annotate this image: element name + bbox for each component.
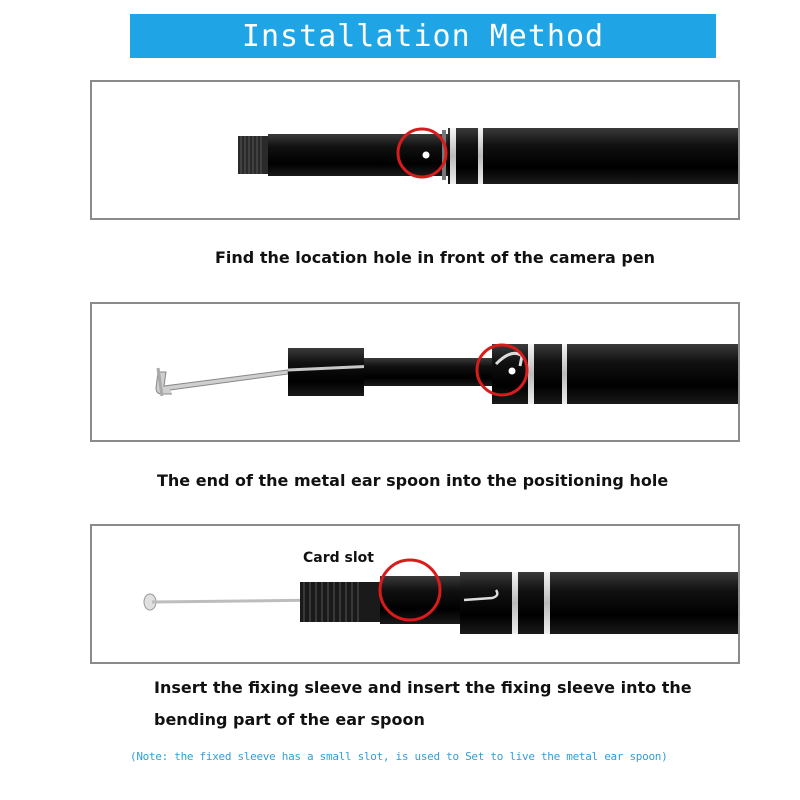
step-2-image-panel [90, 302, 740, 442]
step-3-image-panel [90, 524, 740, 664]
step-1-image-panel [90, 80, 740, 220]
camera-pen-illustration-1 [92, 82, 738, 218]
step-3-caption-line-2: bending part of the ear spoon [154, 710, 425, 729]
page-title: Installation Method [241, 18, 605, 54]
step-3-caption-line-1: Insert the fixing sleeve and insert the fixing sleeve into the [154, 678, 692, 697]
note-text: (Note: the fixed sleeve has a small slot, is used to Set to live the metal ear spoon) [130, 750, 668, 763]
positioning-hole [509, 368, 516, 375]
title-banner [130, 14, 716, 58]
location-hole [423, 152, 430, 159]
step-2-caption: The end of the metal ear spoon into the positioning hole [157, 471, 669, 490]
step-1-caption: Find the location hole in front of the camera pen [215, 248, 656, 267]
camera-pen-illustration-2 [92, 304, 738, 440]
camera-pen-illustration-3 [92, 526, 738, 662]
card-slot-label: Card slot [303, 550, 374, 566]
